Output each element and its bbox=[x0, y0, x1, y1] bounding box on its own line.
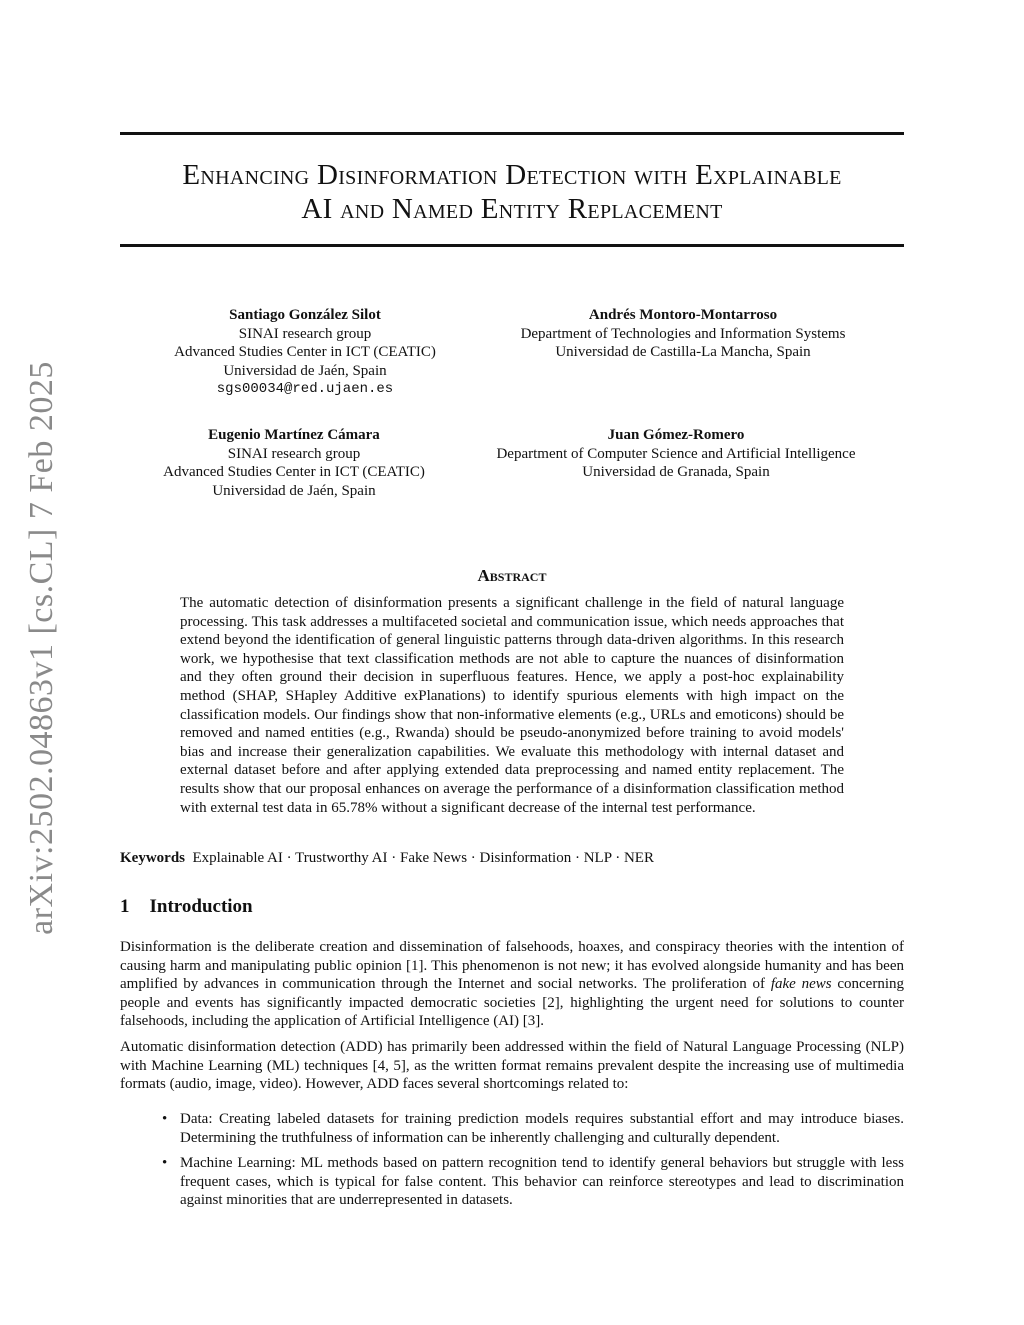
author-name: Eugenio Martínez Cámara bbox=[208, 427, 380, 443]
author-affiliation: Universidad de Jaén, Spain bbox=[223, 362, 387, 379]
author-block-1 bbox=[150, 306, 460, 399]
section-title: Introduction bbox=[149, 896, 253, 917]
author-block-2 bbox=[482, 306, 884, 362]
author-email: sgs00034@red.ujaen.es bbox=[216, 381, 394, 397]
keywords-label: Keywords bbox=[120, 850, 185, 866]
author-affiliation: Universidad de Castilla-La Mancha, Spain bbox=[555, 344, 811, 360]
section-number: 1 bbox=[120, 896, 130, 917]
title-top-rule bbox=[120, 132, 904, 135]
author-affiliation: Department of Technologies and Information Systems bbox=[520, 325, 846, 342]
title-line-1: Enhancing Disinformation Detection with Explainable bbox=[182, 159, 842, 191]
keywords-list: Explainable AI · Trustworthy AI · Fake News · Disinformation · NLP · NER bbox=[192, 850, 654, 866]
author-affiliation: Universidad de Granada, Spain bbox=[582, 464, 770, 480]
abstract-heading: Abstract bbox=[477, 566, 547, 585]
keywords bbox=[120, 850, 904, 867]
author-affiliation: SINAI research group bbox=[227, 445, 361, 462]
list-item bbox=[150, 1154, 904, 1210]
author-affiliation: Advanced Studies Center in ICT (CEATIC) bbox=[174, 344, 436, 360]
author-name: Juan Gómez-Romero bbox=[607, 427, 745, 443]
paragraph-2: Automatic disinformation detection (ADD) has primarily been addressed within the field of Natural Language Processing (NLP) with Machine Learning (ML) techniques [4, 5], as the written format remains prevalent despite the increasing use of multimedia formats (audio, image, video). However, ADD faces several shortcomings related to: bbox=[120, 1039, 904, 1092]
title-bottom-rule bbox=[120, 244, 904, 247]
paper-title bbox=[120, 158, 904, 226]
shortcomings-list bbox=[150, 1110, 904, 1217]
paragraph-1-part-a: Disinformation is the deliberate creation and dissemination of falsehoods, hoaxes, and conspiracy theories with the intention of causing harm and manipulating public opinion [1]. This phenomenon is not new; it has evolved alongside humanity and has been amplified by advances in communication through the Internet and social networks. The proliferation of bbox=[120, 939, 904, 992]
author-block-4 bbox=[468, 426, 884, 482]
title-line-2: AI and Named Entity Replacement bbox=[301, 193, 723, 225]
bullet-icon: • bbox=[162, 1155, 168, 1171]
list-item bbox=[150, 1110, 904, 1147]
author-block-3 bbox=[135, 426, 453, 500]
paragraph-1-part-b: concerning people and events has significantly impacted democratic societies [2], highlighting the urgent need for solutions to counter falsehoods, including the application of Artificial Intelligence (AI) [3]. bbox=[120, 976, 904, 1029]
list-item-text: Machine Learning: ML methods based on pattern recognition tend to identify general behaviors but struggle with less frequent cases, which is typical for false content. This behavior can reinforce stereotypes and lead to discrimination against minorities that are underrepresented in datasets. bbox=[180, 1155, 904, 1208]
author-affiliation: Universidad de Jaén, Spain bbox=[212, 482, 376, 499]
abstract-text: The automatic detection of disinformation presents a significant challenge in the field of natural language processing. This task addresses a multifaceted societal and communication issue, which needs approaches that extend beyond the identification of general linguistic patterns through data-driven algorithms. In this research work, we hypothesise that text classification methods are not able to capture the nuances of disinformation and they often ground their decision in superfluous features. Hence, we apply a post-hoc explainability method (SHAP, SHapley Additive exPlanations) to identify spurious elements with high impact on the classification models. Our findings show that non-informative elements (e.g., URLs and emoticons) should be removed and named entities (e.g., Rwanda) should be pseudo-anonymized before training to avoid models' bias and increase their generalization capabilities. We evaluate this methodology with internal dataset and external dataset before and after applying extended data preprocessing and named entity replacement. The results show that our proposal enhances on average the performance of a disinformation classification method with external test data in 65.78% without a significant decrease of the internal test performance. bbox=[180, 595, 844, 816]
author-affiliation: Advanced Studies Center in ICT (CEATIC) bbox=[163, 464, 425, 480]
author-name: Andrés Montoro-Montarroso bbox=[588, 307, 778, 323]
paragraph-1-emphasis: fake news bbox=[770, 976, 832, 992]
arxiv-identifier: arXiv:2502.04863v1 [cs.CL] 7 Feb 2025 bbox=[23, 361, 60, 935]
author-affiliation: Department of Computer Science and Artificial Intelligence bbox=[496, 445, 856, 462]
list-item-text: Data: Creating labeled datasets for training prediction models requires substantial effort and may introduce biases. Determining the truthfulness of information can be inherently challenging and culturally dependent. bbox=[180, 1111, 904, 1146]
bullet-icon: • bbox=[162, 1111, 168, 1127]
section-heading-introduction bbox=[120, 896, 253, 918]
paragraph-1 bbox=[120, 938, 904, 1031]
author-affiliation: SINAI research group bbox=[238, 325, 372, 342]
author-name: Santiago González Silot bbox=[229, 307, 381, 323]
